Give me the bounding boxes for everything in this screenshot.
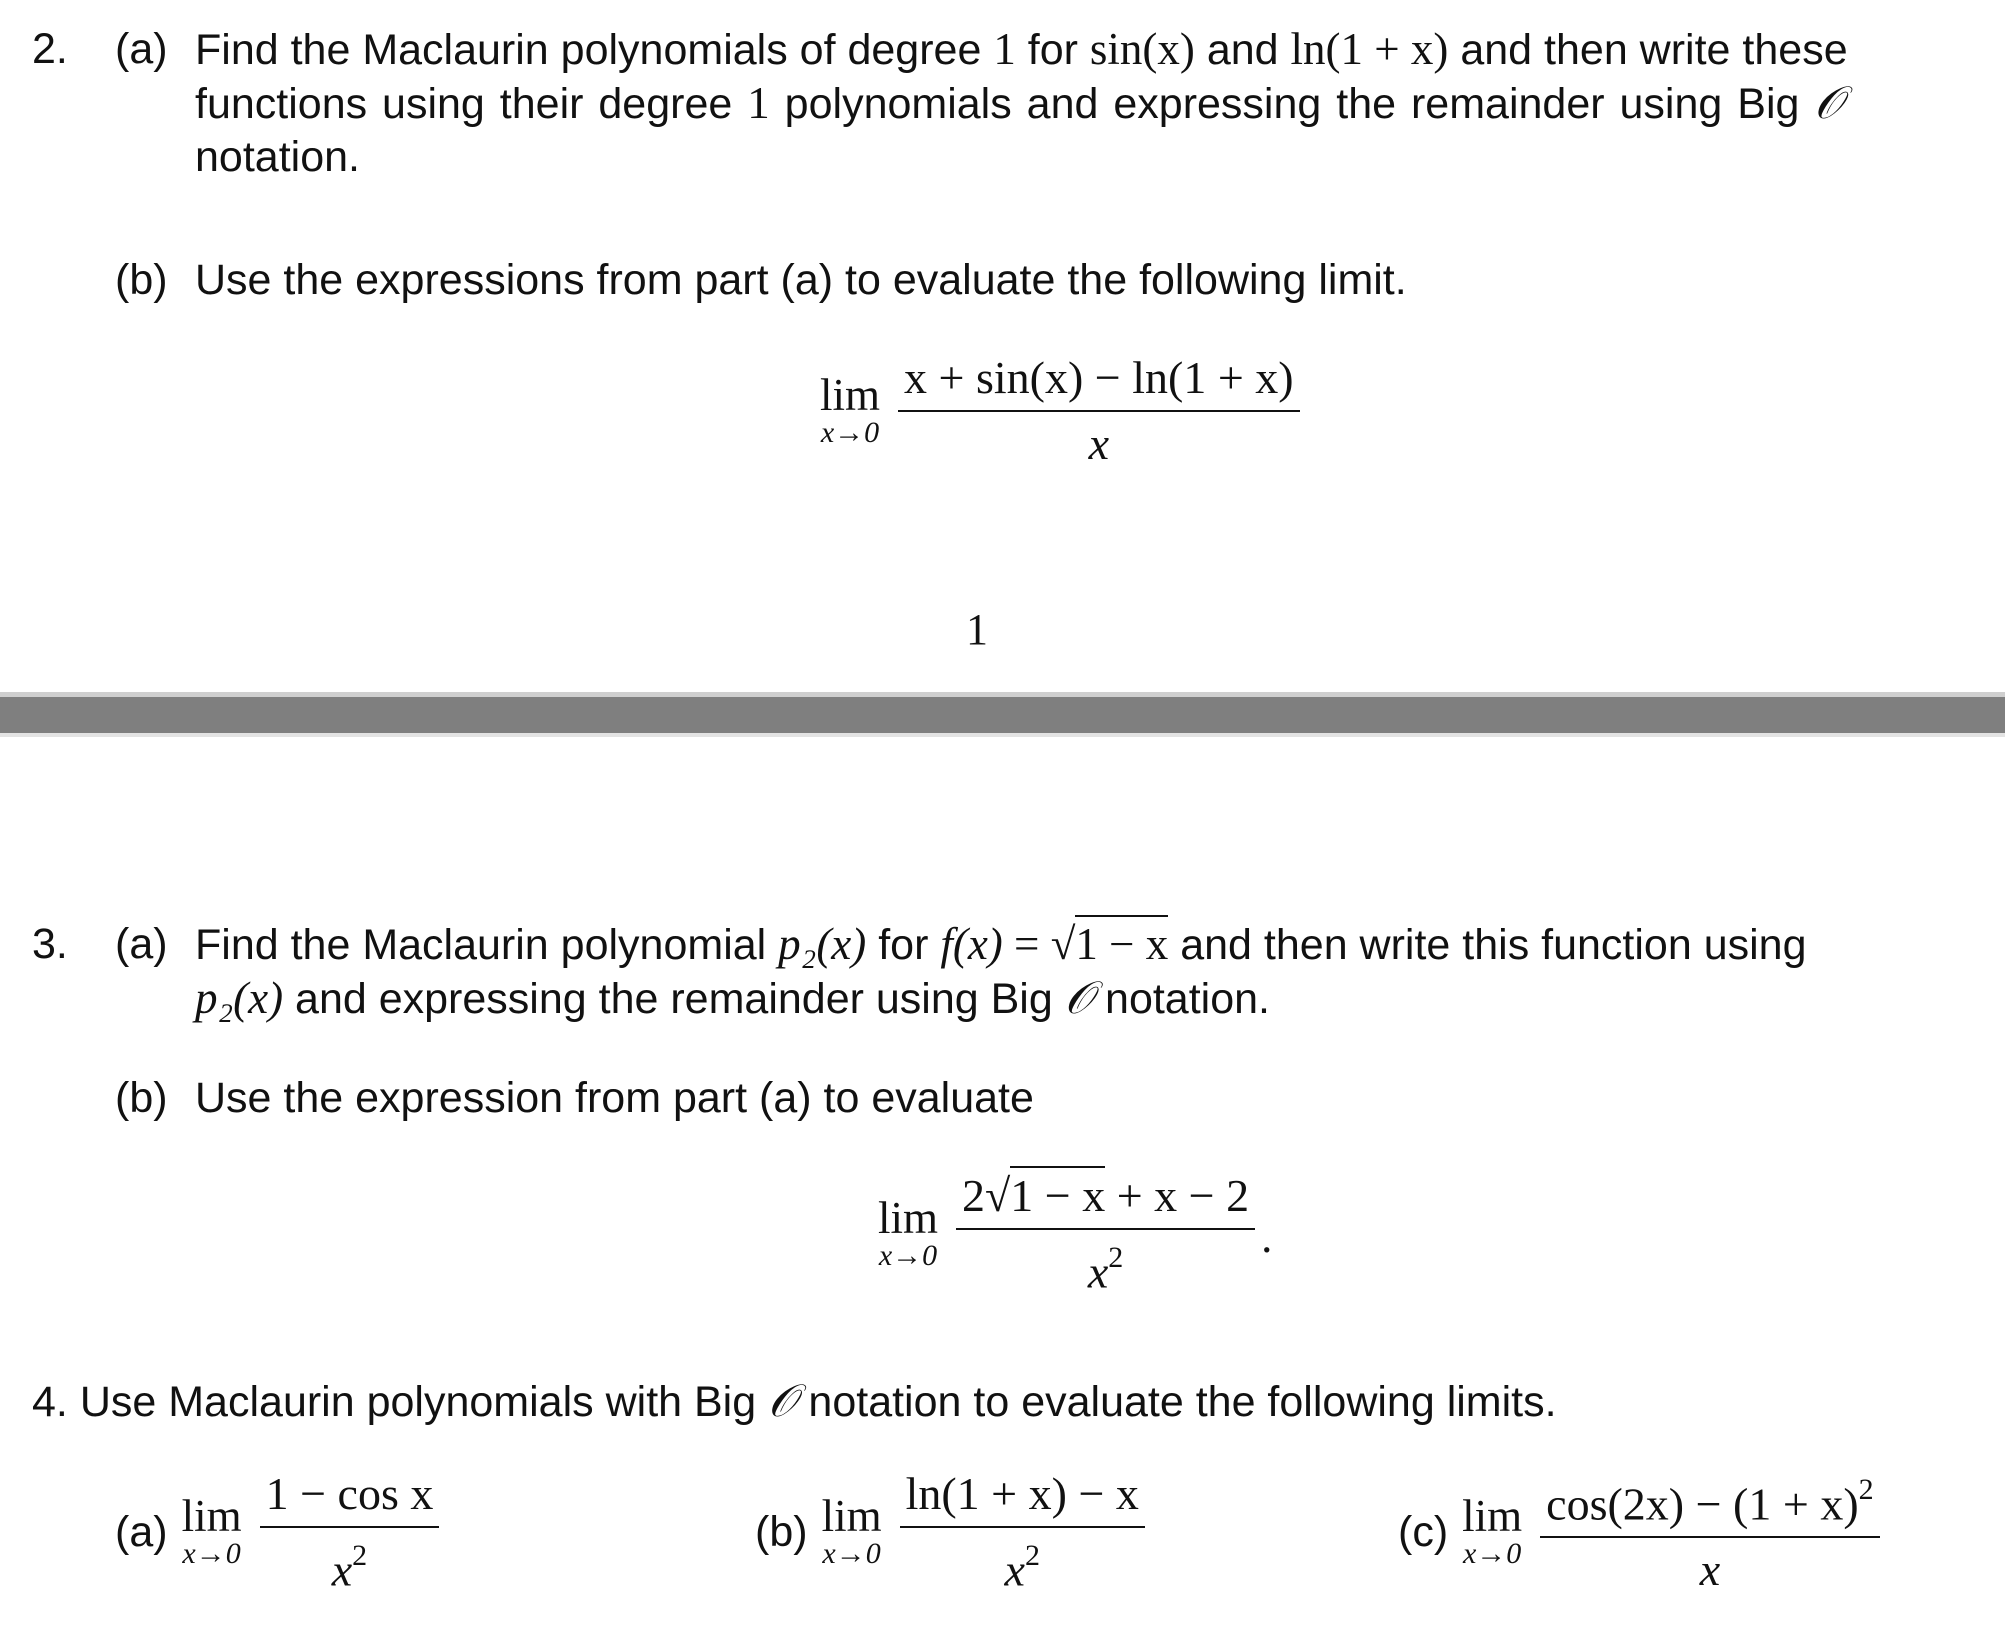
problem-3a-text-2: for [866, 921, 941, 969]
problem-4c-denominator: x [1699, 1544, 1721, 1596]
problem-3b-lim-word: lim [878, 1193, 939, 1244]
problem-4a-limit [115, 1466, 439, 1598]
problem-2a-text-1: Find the Maclaurin polynomials of degree [195, 26, 994, 74]
problem-4c-lim-subscript: x→0 [1462, 1537, 1522, 1571]
problem-4c-num-main: cos(2x) − (1 + x) [1546, 1478, 1859, 1530]
problem-2a-text-3: and [1194, 26, 1291, 74]
problem-3b-lim-subscript: x→0 [878, 1239, 938, 1273]
problem-4c-label: (c) [1398, 1508, 1449, 1557]
problem-2a-line-3: notation. [195, 133, 360, 181]
problem-3b-radicand: 1 − x [1010, 1166, 1105, 1221]
problem-2a-line2-text-b: polynomials and expressing the remainder using Big [769, 80, 1815, 128]
problem-2a-line-1 [195, 21, 1848, 78]
problem-3b-period: . [1261, 1212, 1273, 1263]
problem-2b-lim-word: lim [820, 370, 881, 420]
problem-4a-lim-word: lim [181, 1491, 242, 1542]
problem-4a-label: (a) [115, 1508, 168, 1557]
problem-3b-text: Use the expression from part (a) to evaluate [195, 1074, 1034, 1122]
problem-4a-den-exponent: 2 [352, 1539, 368, 1572]
problem-2b-text: Use the expressions from part (a) to evaluate the following limit. [195, 256, 1407, 304]
problem-2a-text-4: and then write these [1448, 26, 1848, 74]
problem-3a-text-3: and then write this function using [1168, 921, 1807, 969]
page-divider-bottom-edge [0, 733, 2005, 737]
problem-3a-equals: = [1002, 919, 1051, 969]
problem-4a-denominator [332, 1528, 367, 1598]
problem-2a-line2-degree: 1 [747, 78, 770, 128]
problem-4b-lim-subscript: x→0 [822, 1537, 881, 1571]
problem-4b-lim-operator [821, 1491, 882, 1571]
problem-3b-lim-operator [878, 1193, 939, 1273]
problem-4a-lim-subscript: x→0 [182, 1537, 241, 1571]
problem-4c-limit [1398, 1466, 1880, 1598]
problem-2b-lim-operator [820, 370, 881, 449]
problem-2b-numerator: x + sin(x) − ln(1 + x) [904, 352, 1294, 403]
problem-3b-label: (b) [115, 1074, 168, 1122]
problem-4a-fraction [260, 1466, 440, 1598]
problem-3a-text-1: Find the Maclaurin polynomial [195, 921, 779, 969]
problem-4c-lim-operator [1462, 1491, 1523, 1571]
problem-4b-denominator [1005, 1528, 1040, 1598]
problem-3b-num-rest: + x − 2 [1105, 1170, 1250, 1221]
problem-2b-label: (b) [115, 256, 168, 304]
problem-3b-denominator [1088, 1230, 1123, 1300]
problem-4c-numerator [1540, 1466, 1879, 1536]
problem-3a-p2: p₂(x) [778, 919, 867, 969]
problem-4-big-o: 𝒪 [768, 1374, 797, 1427]
problem-3b-fraction [956, 1168, 1255, 1300]
problem-3a-line2-p2: p₂(x) [195, 973, 284, 1023]
problem-2b-lim-subscript: x→0 [820, 416, 880, 449]
problem-3b-den-base: x [1087, 1246, 1109, 1298]
problem-3a-big-o: 𝒪 [1064, 971, 1094, 1024]
problem-4b-lim-word: lim [821, 1491, 882, 1542]
problem-2b-limit [820, 350, 1300, 472]
problem-3-number: 3. [32, 920, 68, 968]
page-number: 1 [966, 605, 988, 654]
problem-4b-limit [755, 1466, 1145, 1598]
problem-3a-line-2 [195, 970, 1270, 1027]
problem-4b-den-base: x [1004, 1544, 1025, 1596]
problem-2-number: 2. [32, 25, 68, 73]
problem-3b-num-coefficient: 2 [962, 1170, 986, 1221]
problem-2a-sin: sin(x) [1089, 24, 1195, 74]
problem-3a-line-1 [195, 916, 1807, 973]
problem-4b-den-exponent: 2 [1024, 1539, 1040, 1572]
problem-4-text-2: notation to evaluate the following limits. [796, 1378, 1557, 1426]
problem-4c-fraction [1540, 1466, 1879, 1598]
problem-3a-line2-text-a: and expressing the remainder using Big [283, 975, 1065, 1023]
problem-3b-sqrt-sign: √ [985, 1170, 1011, 1221]
problem-4c-lim-word: lim [1462, 1491, 1523, 1542]
problem-4-number: 4. [32, 1378, 68, 1426]
problem-2a-text-2: for [1015, 26, 1090, 74]
page-divider [0, 697, 2005, 733]
problem-4b-label: (b) [755, 1508, 808, 1557]
problem-3a-fx: f(x) [940, 919, 1003, 969]
problem-3a-label: (a) [115, 920, 168, 968]
problem-2b-denominator: x [1088, 418, 1109, 469]
problem-2a-degree: 1 [993, 24, 1016, 74]
problem-4b-fraction [900, 1466, 1145, 1598]
problem-2a-label: (a) [115, 25, 168, 73]
problem-4-text-1: Use Maclaurin polynomials with Big [79, 1378, 769, 1426]
problem-3b-numerator [956, 1168, 1255, 1228]
problem-4b-numerator: ln(1 + x) − x [905, 1468, 1139, 1519]
problem-3a-line2-text-b: notation. [1093, 975, 1270, 1023]
problem-3a-radicand: 1 − x [1075, 915, 1168, 969]
problem-2a-ln: ln(1 + x) [1290, 24, 1449, 74]
problem-4a-numerator: 1 − cos x [265, 1468, 434, 1519]
problem-2a-line2-text-a: functions using their degree [195, 80, 748, 128]
problem-3b-den-exponent: 2 [1108, 1241, 1124, 1274]
problem-2a-line-2 [195, 75, 1843, 132]
problem-3a-sqrt-sign: √ [1050, 919, 1076, 969]
problem-4a-lim-operator [181, 1491, 242, 1571]
problem-3b-limit [878, 1168, 1272, 1300]
problem-2a-big-o: 𝒪 [1814, 76, 1843, 129]
problem-4-text [32, 1373, 1557, 1430]
problem-4a-den-base: x [331, 1544, 353, 1596]
problem-4c-num-exponent: 2 [1858, 1473, 1874, 1506]
problem-2b-fraction [898, 350, 1300, 472]
